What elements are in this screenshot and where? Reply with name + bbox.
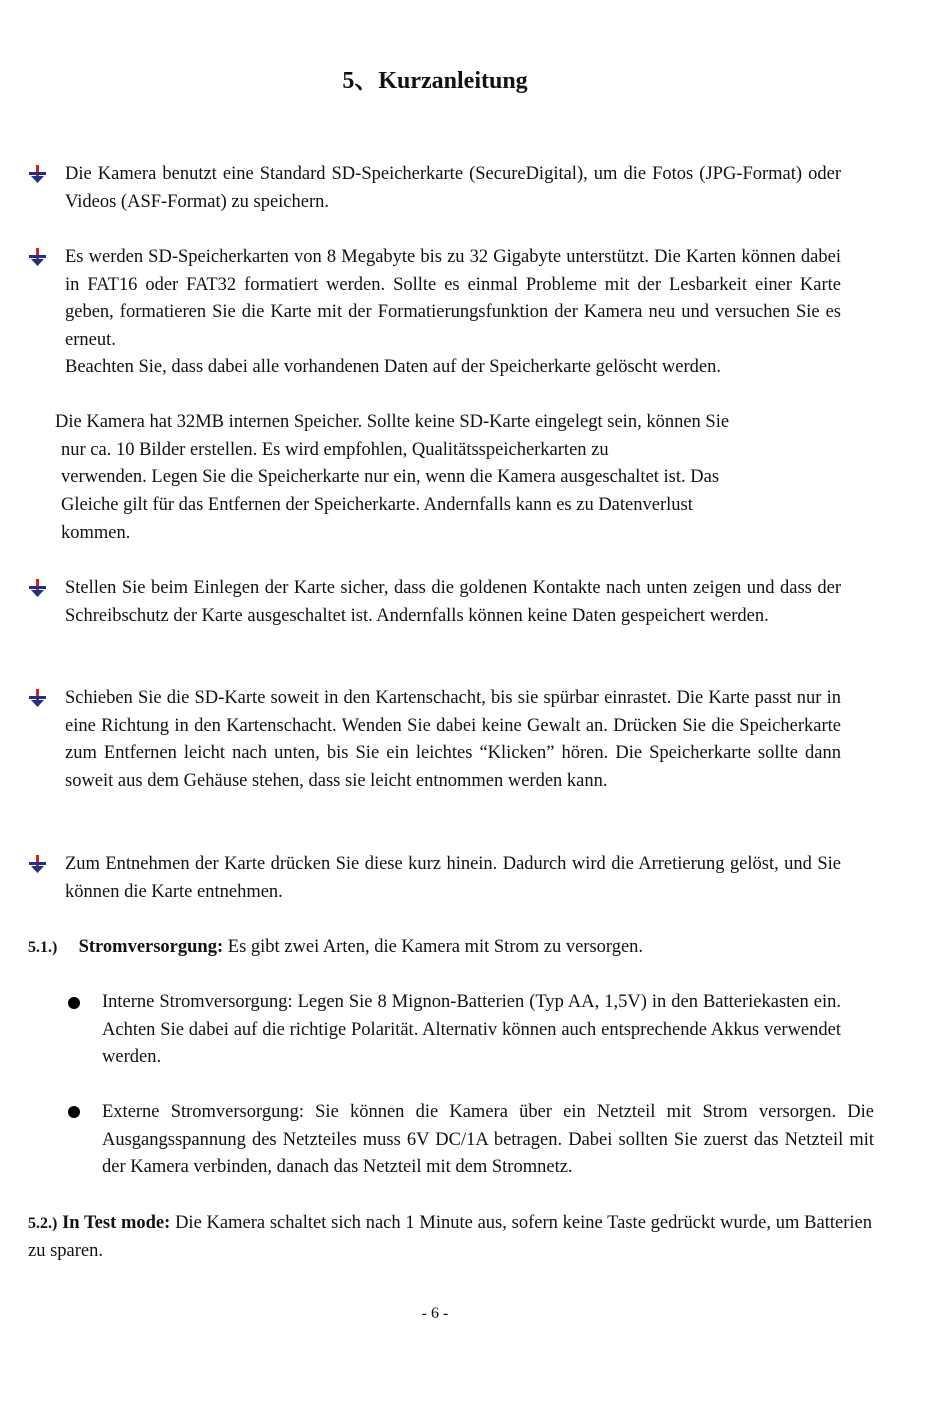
section-number: 5.2.) xyxy=(28,1215,58,1232)
data-deletion-note: Beachten Sie, dass dabei alle vorhandenen Daten auf der Speicherkarte gelöscht werden. xyxy=(65,357,721,377)
section-5-1-heading xyxy=(28,934,888,962)
bullet-dot-icon xyxy=(68,997,80,1009)
down-arrow-bullet-icon xyxy=(27,688,49,708)
internal-memory-line: kommen. xyxy=(61,523,131,543)
internal-memory-line: verwenden. Legen Sie die Speicherkarte nur ein, wenn die Kamera ausgeschaltet ist. Das xyxy=(61,467,720,487)
bullet-slot-text: Schieben Sie die SD-Karte soweit in den Kartenschacht, bis sie spürbar einrastet. Die Karte passt nur in eine Richtung in den Kartenschacht. Wenden Sie dabei keine Gewalt an. Drücken Sie die Speicherkarte zum Entfernen leicht nach unten, bis Sie ein leichtes “Klicken” hören. Die Speicherkarte sollte dann soweit aus dem Gehäuse stehen, dass sie leicht entnommen werden kann. xyxy=(65,688,841,791)
down-arrow-bullet-icon xyxy=(27,164,49,184)
internal-memory-line: Gleiche gilt für das Entfernen der Speicherkarte. Andernfalls kann es zu Datenverlust xyxy=(61,495,693,515)
power-internal-text: Interne Stromversorgung: Legen Sie 8 Mignon-Batterien (Typ AA, 1,5V) in den Batteriekasten ein. Achten Sie dabei auf die richtige Polarität. Alternativ können auch entsprechende Akkus verwendet werden. xyxy=(102,992,841,1067)
page-title: 5、Kurzanleitung xyxy=(342,68,528,94)
internal-memory-line: nur ca. 10 Bilder erstellen. Es wird empfohlen, Qualitätsspeicherkarten zu xyxy=(61,440,609,460)
internal-memory-line: Die Kamera hat 32MB internen Speicher. Sollte keine SD-Karte eingelegt sein, können Sie xyxy=(55,412,730,432)
bullet-supported-cards-text: Es werden SD-Speicherkarten von 8 Megabyte bis zu 32 Gigabyte unterstützt. Die Karten können dabei in FAT16 oder FAT32 formatiert werden. Sollte es einmal Probleme mit der Lesbarkeit einer Karte geben, formatieren Sie die Karte mit der Formatierungsfunktion der Kamera neu und versuchen Sie es erneut. xyxy=(65,247,841,350)
page-number: - 6 - xyxy=(421,1305,449,1322)
bullet-insert-card-text: Stellen Sie beim Einlegen der Karte sicher, dass die goldenen Kontakte nach unten zeigen und dass der Schreibschutz der Karte ausgeschaltet ist. Andernfalls können keine Daten gespeichert werden. xyxy=(65,578,841,626)
down-arrow-bullet-icon xyxy=(27,578,49,598)
bullet-sd-card-text: Die Kamera benutzt eine Standard SD-Speicherkarte (SecureDigital), um die Fotos (JPG-Format) oder Videos (ASF-Format) zu speichern. xyxy=(65,164,841,212)
section-text: Es gibt zwei Arten, die Kamera mit Strom zu versorgen. xyxy=(223,937,644,957)
section-text: Die Kamera schaltet sich nach 1 Minute aus, sofern keine Taste gedrückt wurde, um Batterien zu sparen. xyxy=(28,1213,872,1261)
down-arrow-bullet-icon xyxy=(27,247,49,267)
section-label: Stromversorgung: xyxy=(78,937,224,957)
power-external-text: Externe Stromversorgung: Sie können die Kamera über ein Netzteil mit Strom versorgen. Die Ausgangsspannung des Netzteiles muss 6V DC/1A betragen. Dabei sollten Sie zuerst das Netzteil mit der Kamera verbinden, danach das Netzteil mit dem Stromnetz. xyxy=(102,1102,874,1177)
bullet-dot-icon xyxy=(68,1106,80,1118)
section-label: In Test mode: xyxy=(62,1213,171,1233)
section-number: 5.1.) xyxy=(28,939,58,956)
down-arrow-bullet-icon xyxy=(27,854,49,874)
bullet-remove-card-text: Zum Entnehmen der Karte drücken Sie diese kurz hinein. Dadurch wird die Arretierung gelöst, und Sie können die Karte entnehmen. xyxy=(65,854,841,902)
section-5-2-text xyxy=(28,1210,872,1265)
